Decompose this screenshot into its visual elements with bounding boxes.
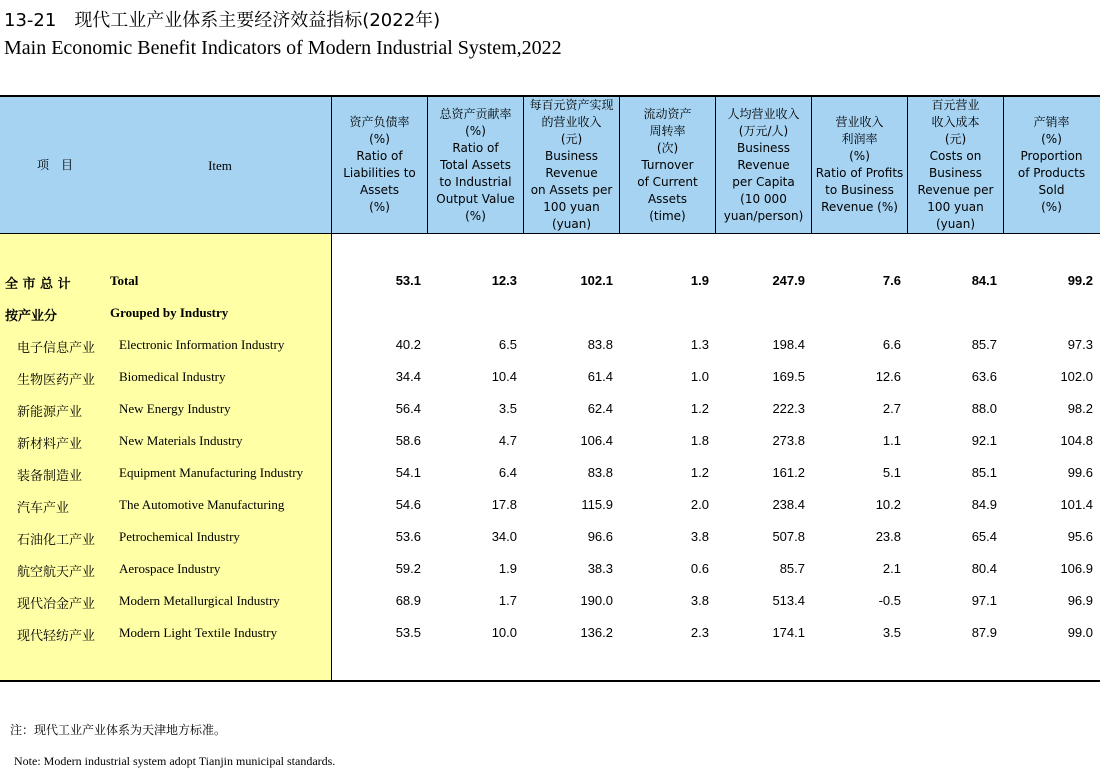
value-cell: 34.4	[395, 369, 421, 384]
value-cell: 1.0	[690, 369, 709, 384]
value-cell: -0.5	[878, 593, 901, 608]
table-row	[0, 297, 1100, 329]
value-cell: 99.2	[1067, 273, 1093, 288]
value-cell: 96.6	[587, 529, 613, 544]
table-row	[0, 489, 1100, 521]
column-header-line: (次)	[656, 140, 679, 155]
value-cell: 99.0	[1067, 625, 1093, 640]
row-label-cn: 石油化工产业	[17, 533, 96, 548]
column-header-line: (yuan)	[551, 217, 592, 231]
value-cell: 53.1	[395, 273, 421, 288]
column-header-line: (%)	[1041, 132, 1062, 146]
value-cell: 23.8	[875, 529, 901, 544]
column-header	[524, 97, 619, 233]
column-header-line: Assets	[647, 191, 688, 206]
value-cell: 10.4	[491, 369, 517, 384]
value-cell: 6.4	[498, 465, 517, 480]
column-header	[332, 97, 427, 233]
column-header-line: Business	[545, 149, 598, 163]
value-cell: 106.4	[580, 433, 613, 448]
column-header-line: (10 000	[740, 191, 787, 206]
row-label-cn: 按产业分	[5, 309, 58, 324]
column-header-line: of Current	[637, 174, 698, 189]
column-header-line: Ratio of Profits	[815, 166, 904, 180]
column-header-line: (%)	[369, 200, 390, 214]
value-cell: 115.9	[581, 497, 613, 512]
value-cell: 85.7	[779, 561, 805, 576]
value-cell: 102.0	[1060, 369, 1093, 384]
column-header-line: (time)	[649, 208, 686, 223]
table-title-cn	[4, 6, 440, 32]
value-cell: 88.0	[971, 401, 997, 416]
value-cell: 0.6	[690, 561, 709, 576]
table-row	[0, 265, 1100, 297]
column-header-line: (元)	[560, 132, 583, 146]
column-header-line: 资产负债率	[349, 115, 410, 129]
value-cell: 92.1	[971, 433, 997, 448]
table-row	[0, 553, 1100, 585]
table-title-cn-text: 现代工业产业体系主要经济效益指标(2022年)	[74, 10, 441, 31]
value-cell: 6.5	[498, 337, 517, 352]
value-cell: 1.7	[498, 593, 517, 608]
value-cell: 59.2	[395, 561, 421, 576]
value-cell: 1.2	[690, 465, 709, 480]
column-header-line: 流动资产	[643, 106, 692, 121]
value-cell: 6.6	[882, 337, 901, 352]
value-cell: 1.1	[882, 433, 901, 448]
row-label-en: Equipment Manufacturing Industry	[119, 465, 304, 480]
value-cell: 61.4	[587, 369, 613, 384]
value-cell: 2.3	[690, 625, 709, 640]
column-header-line: Revenue (%)	[821, 200, 898, 214]
value-cell: 10.0	[491, 625, 517, 640]
value-cell: 3.8	[690, 593, 709, 608]
value-cell: 12.3	[491, 273, 517, 288]
value-cell: 83.8	[587, 337, 613, 352]
column-header-line: on Assets per	[530, 183, 613, 197]
column-header	[812, 97, 907, 233]
row-label-en: Petrochemical Industry	[119, 529, 240, 544]
value-cell: 3.8	[690, 529, 709, 544]
column-header-line: Assets	[359, 183, 400, 197]
table-row	[0, 329, 1100, 361]
value-cell: 2.0	[690, 497, 709, 512]
value-cell: 56.4	[395, 401, 421, 416]
value-cell: 2.7	[882, 401, 901, 416]
bottom-rule	[0, 680, 1100, 682]
value-cell: 513.4	[772, 593, 805, 608]
value-cell: 17.8	[491, 497, 517, 512]
value-cell: 62.4	[587, 401, 613, 416]
value-cell: 101.4	[1060, 497, 1093, 512]
value-cell: 222.3	[772, 401, 805, 416]
column-header-line: 收入成本	[931, 115, 980, 129]
value-cell: 58.6	[395, 433, 421, 448]
table-row	[0, 361, 1100, 393]
value-cell: 169.5	[772, 369, 805, 384]
value-cell: 54.6	[395, 497, 421, 512]
value-cell: 247.9	[772, 273, 805, 288]
value-cell: 198.4	[772, 337, 805, 352]
column-header-line: 100 yuan	[927, 200, 984, 214]
column-header-line: to Industrial	[439, 174, 512, 189]
column-header-line: Output Value	[436, 191, 515, 206]
header-item-cn: 项 目	[36, 157, 73, 172]
value-cell: 65.4	[971, 529, 997, 544]
value-cell: 12.6	[875, 369, 901, 384]
column-header-line: 营业收入	[835, 115, 884, 129]
value-cell: 273.8	[772, 433, 805, 448]
table-title-en: Main Economic Benefit Indicators of Modern Industrial System,2022	[4, 37, 562, 59]
row-label-en: Grouped by Industry	[110, 305, 229, 320]
column-header	[428, 97, 523, 233]
value-cell: 238.4	[772, 497, 805, 512]
column-header-line: Costs on	[929, 149, 982, 163]
row-label-en: New Energy Industry	[119, 401, 231, 416]
value-cell: 87.9	[971, 625, 997, 640]
value-cell: 97.3	[1067, 337, 1093, 352]
row-label-en: Biomedical Industry	[119, 369, 226, 384]
value-cell: 3.5	[882, 625, 901, 640]
column-header-line: Business	[929, 166, 982, 180]
value-cell: 136.2	[580, 625, 613, 640]
row-label-en: Electronic Information Industry	[119, 337, 285, 352]
value-cell: 1.2	[690, 401, 709, 416]
column-header-line: Sold	[1038, 183, 1065, 197]
table-row	[0, 585, 1100, 617]
value-cell: 96.9	[1067, 593, 1093, 608]
value-cell: 2.1	[882, 561, 901, 576]
column-header-line: (元)	[944, 132, 967, 146]
table-row	[0, 521, 1100, 553]
value-cell: 54.1	[395, 465, 421, 480]
footnote-cn: 注：现代工业产业体系为天津地方标准。	[10, 723, 227, 737]
value-cell: 95.6	[1067, 529, 1093, 544]
column-header-line: (%)	[465, 208, 486, 223]
value-cell: 85.7	[971, 337, 997, 352]
column-header-line: (%)	[849, 149, 870, 163]
column-header-line: per Capita	[732, 174, 795, 189]
row-label-en: New Materials Industry	[119, 433, 243, 448]
column-header-line: 百元营业	[931, 98, 980, 112]
row-label-cn: 新材料产业	[17, 437, 83, 452]
column-header-line: (%)	[369, 132, 390, 146]
value-cell: 1.8	[690, 433, 709, 448]
column-header-line: Ratio of	[356, 149, 403, 163]
column-header-line: Revenue per	[917, 183, 994, 197]
column-header-line: yuan/person)	[723, 208, 804, 223]
header-item-en: Item	[208, 157, 232, 173]
row-label-cn: 新能源产业	[17, 405, 83, 420]
column-header-line: Proportion	[1020, 149, 1083, 163]
column-header-line: Liabilities to	[343, 166, 416, 180]
value-cell: 7.6	[882, 273, 901, 288]
value-cell: 3.5	[498, 401, 517, 416]
row-label-en: Aerospace Industry	[119, 561, 221, 576]
column-header-line: 利润率	[841, 132, 878, 146]
row-label-en: The Automotive Manufacturing	[119, 497, 285, 512]
value-cell: 98.2	[1067, 401, 1093, 416]
column-header	[716, 97, 811, 233]
row-label-en: Modern Metallurgical Industry	[119, 593, 280, 608]
value-cell: 97.1	[971, 593, 997, 608]
value-cell: 1.3	[690, 337, 709, 352]
row-label-cn: 装备制造业	[17, 469, 83, 484]
column-header-line: Business	[737, 140, 790, 155]
value-cell: 84.9	[971, 497, 997, 512]
column-header-line: 的营业收入	[541, 115, 602, 129]
table-row	[0, 393, 1100, 425]
value-cell: 1.9	[498, 561, 517, 576]
value-cell: 80.4	[971, 561, 997, 576]
column-header-line: Total Assets	[440, 157, 511, 172]
column-header-line: 100 yuan	[543, 200, 600, 214]
table-number: 13-21	[4, 10, 57, 31]
column-header-line: Revenue	[737, 157, 790, 172]
column-header-line: (%)	[1041, 200, 1062, 214]
column-header	[620, 97, 715, 233]
value-cell: 102.1	[580, 273, 613, 288]
row-label-cn: 现代冶金产业	[17, 597, 96, 612]
value-cell: 68.9	[395, 593, 421, 608]
column-header-line: 人均营业收入	[727, 106, 800, 121]
value-cell: 85.1	[971, 465, 997, 480]
row-label-cn: 电子信息产业	[17, 341, 96, 356]
row-label-cn: 航空航天产业	[17, 565, 96, 580]
value-cell: 53.5	[395, 625, 421, 640]
table-row	[0, 425, 1100, 457]
value-cell: 161.2	[772, 465, 805, 480]
value-cell: 1.9	[690, 273, 709, 288]
row-label-cn: 生物医药产业	[17, 373, 96, 388]
column-header-line: 周转率	[649, 123, 686, 138]
value-cell: 5.1	[882, 465, 901, 480]
column-header-line: Turnover	[641, 157, 694, 172]
row-label-cn: 全 市 总 计	[5, 277, 71, 292]
column-header-line: 产销率	[1033, 115, 1070, 129]
column-header-line: to Business	[825, 183, 894, 197]
footnote-en: Note: Modern industrial system adopt Tianjin municipal standards.	[14, 754, 336, 768]
column-header-line: (万元/人)	[738, 123, 789, 138]
column-header-line: 总资产贡献率	[439, 106, 512, 121]
row-label-cn: 现代轻纺产业	[17, 629, 96, 644]
column-header-line: 每百元资产实现	[529, 98, 614, 112]
row-label-en: Total	[110, 273, 139, 288]
column-header-line: (yuan)	[935, 217, 976, 231]
value-cell: 40.2	[395, 337, 421, 352]
table-row	[0, 617, 1100, 649]
column-header-line: (%)	[465, 123, 486, 138]
column-header-line: of Products	[1017, 166, 1086, 180]
table-row	[0, 457, 1100, 489]
value-cell: 10.2	[875, 497, 901, 512]
row-label-en: Modern Light Textile Industry	[119, 625, 278, 640]
value-cell: 507.8	[772, 529, 805, 544]
value-cell: 106.9	[1060, 561, 1093, 576]
value-cell: 38.3	[587, 561, 613, 576]
header-rule	[0, 233, 1100, 234]
value-cell: 4.7	[498, 433, 517, 448]
column-header	[1004, 97, 1099, 233]
value-cell: 63.6	[971, 369, 997, 384]
column-header-line: Revenue	[545, 166, 598, 180]
value-cell: 104.8	[1060, 433, 1093, 448]
column-header	[908, 97, 1003, 233]
value-cell: 53.6	[395, 529, 421, 544]
value-cell: 99.6	[1067, 465, 1093, 480]
value-cell: 174.1	[772, 625, 805, 640]
row-label-cn: 汽车产业	[17, 501, 70, 516]
value-cell: 84.1	[971, 273, 997, 288]
column-header-line: Ratio of	[452, 140, 499, 155]
value-cell: 83.8	[587, 465, 613, 480]
value-cell: 190.0	[580, 593, 613, 608]
value-cell: 34.0	[491, 529, 517, 544]
